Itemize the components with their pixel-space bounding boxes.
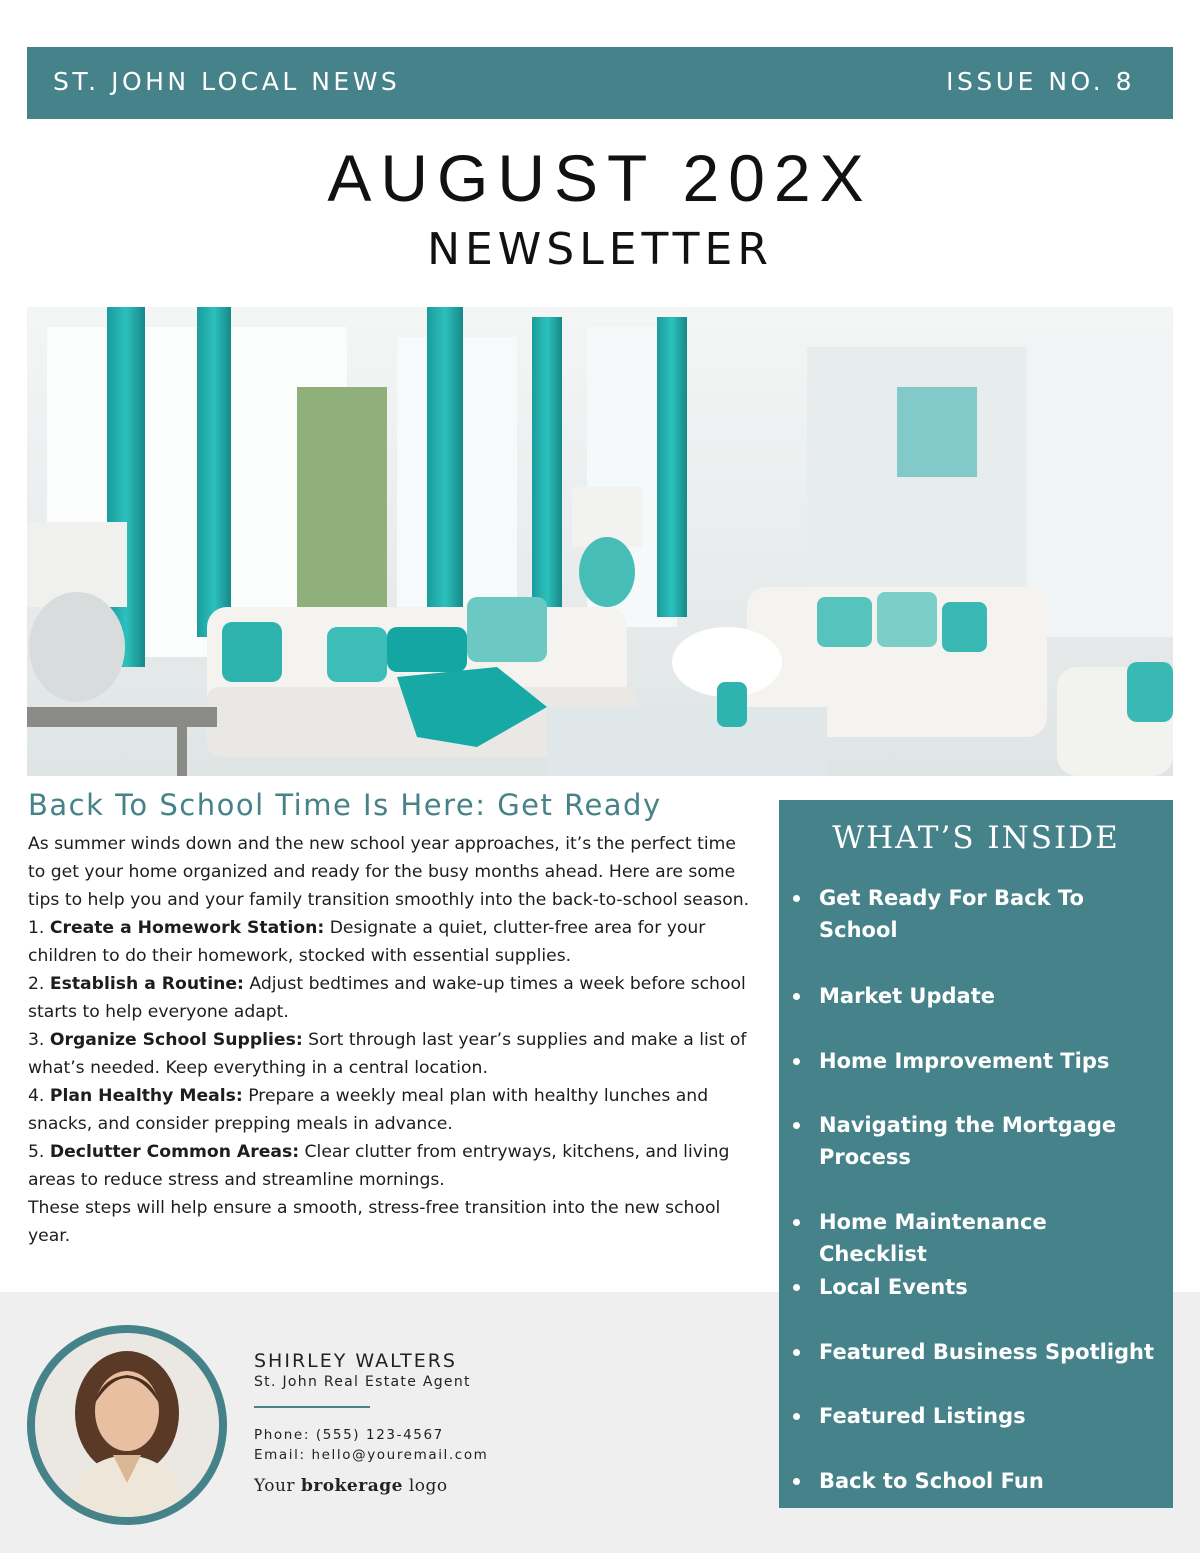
article-title: Back To School Time Is Here: Get Ready xyxy=(28,788,662,822)
agent-name: SHIRLEY WALTERS xyxy=(254,1350,457,1372)
list-item[interactable]: Back to School Fun xyxy=(819,1465,1159,1497)
article-tip: 1. Create a Homework Station: Designate a quiet, clutter-free area for your children to do their homework, stocked with essential supplies. xyxy=(28,918,706,966)
list-item[interactable]: Home Maintenance Checklist xyxy=(819,1206,1159,1270)
tip-heading: Organize School Supplies: xyxy=(49,1030,303,1050)
list-item[interactable]: Market Update xyxy=(819,980,1159,1012)
living-room-photo xyxy=(27,307,1173,776)
list-item[interactable]: Home Improvement Tips xyxy=(819,1045,1159,1077)
header-bar xyxy=(27,47,1173,119)
article-body xyxy=(28,830,758,1250)
agent-phone[interactable]: Phone: (555) 123-4567 xyxy=(254,1427,444,1443)
tip-heading: Plan Healthy Meals: xyxy=(49,1086,243,1106)
agent-role: St. John Real Estate Agent xyxy=(254,1374,471,1390)
list-item[interactable]: Local Events xyxy=(819,1271,1159,1303)
list-item[interactable]: Featured Listings xyxy=(819,1400,1159,1432)
list-item[interactable]: Get Ready For Back To School xyxy=(819,882,1159,946)
divider xyxy=(254,1406,370,1408)
agent-portrait-icon xyxy=(35,1333,219,1517)
article-tip: 3. Organize School Supplies: Sort through last year’s supplies and make a list of what’s needed. Keep everything in a central location. xyxy=(28,1030,747,1078)
agent-photo xyxy=(27,1325,227,1525)
newsletter-title-month: AUGUST 202X xyxy=(327,141,873,215)
tip-heading: Establish a Routine: xyxy=(49,974,244,994)
brokerage-logo: Your brokerage logo xyxy=(254,1476,448,1496)
agent-email[interactable]: Email: hello@youremail.com xyxy=(254,1447,489,1463)
article-tip: 4. Plan Healthy Meals: Prepare a weekly meal plan with healthy lunches and snacks, and consider prepping meals in advance. xyxy=(28,1086,709,1134)
whats-inside-panel xyxy=(779,800,1173,1508)
article-tip: 5. Declutter Common Areas: Clear clutter from entryways, kitchens, and living areas to reduce stress and streamline mornings. xyxy=(28,1142,730,1190)
newsletter-title-label: NEWSLETTER xyxy=(427,224,773,275)
publication-name: ST. JOHN LOCAL NEWS xyxy=(53,67,401,96)
article-intro: As summer winds down and the new school year approaches, it’s the perfect time to get your home organized and ready for the busy months ahead. Here are some tips to help you and your family transition smoothly into the back-to-school season. xyxy=(28,834,750,910)
article-closing: These steps will help ensure a smooth, stress-free transition into the new school year. xyxy=(28,1198,721,1246)
living-room-illustration xyxy=(27,307,1173,776)
tip-heading: Declutter Common Areas: xyxy=(49,1142,300,1162)
whats-inside-heading: WHAT’S INSIDE xyxy=(832,820,1120,856)
article-tip: 2. Establish a Routine: Adjust bedtimes and wake-up times a week before school starts to help everyone adapt. xyxy=(28,974,746,1022)
list-item[interactable]: Navigating the Mortgage Process xyxy=(819,1109,1159,1173)
issue-number: ISSUE NO. 8 xyxy=(946,67,1135,96)
list-item[interactable]: Featured Business Spotlight xyxy=(819,1336,1159,1368)
tip-heading: Create a Homework Station: xyxy=(49,918,325,938)
